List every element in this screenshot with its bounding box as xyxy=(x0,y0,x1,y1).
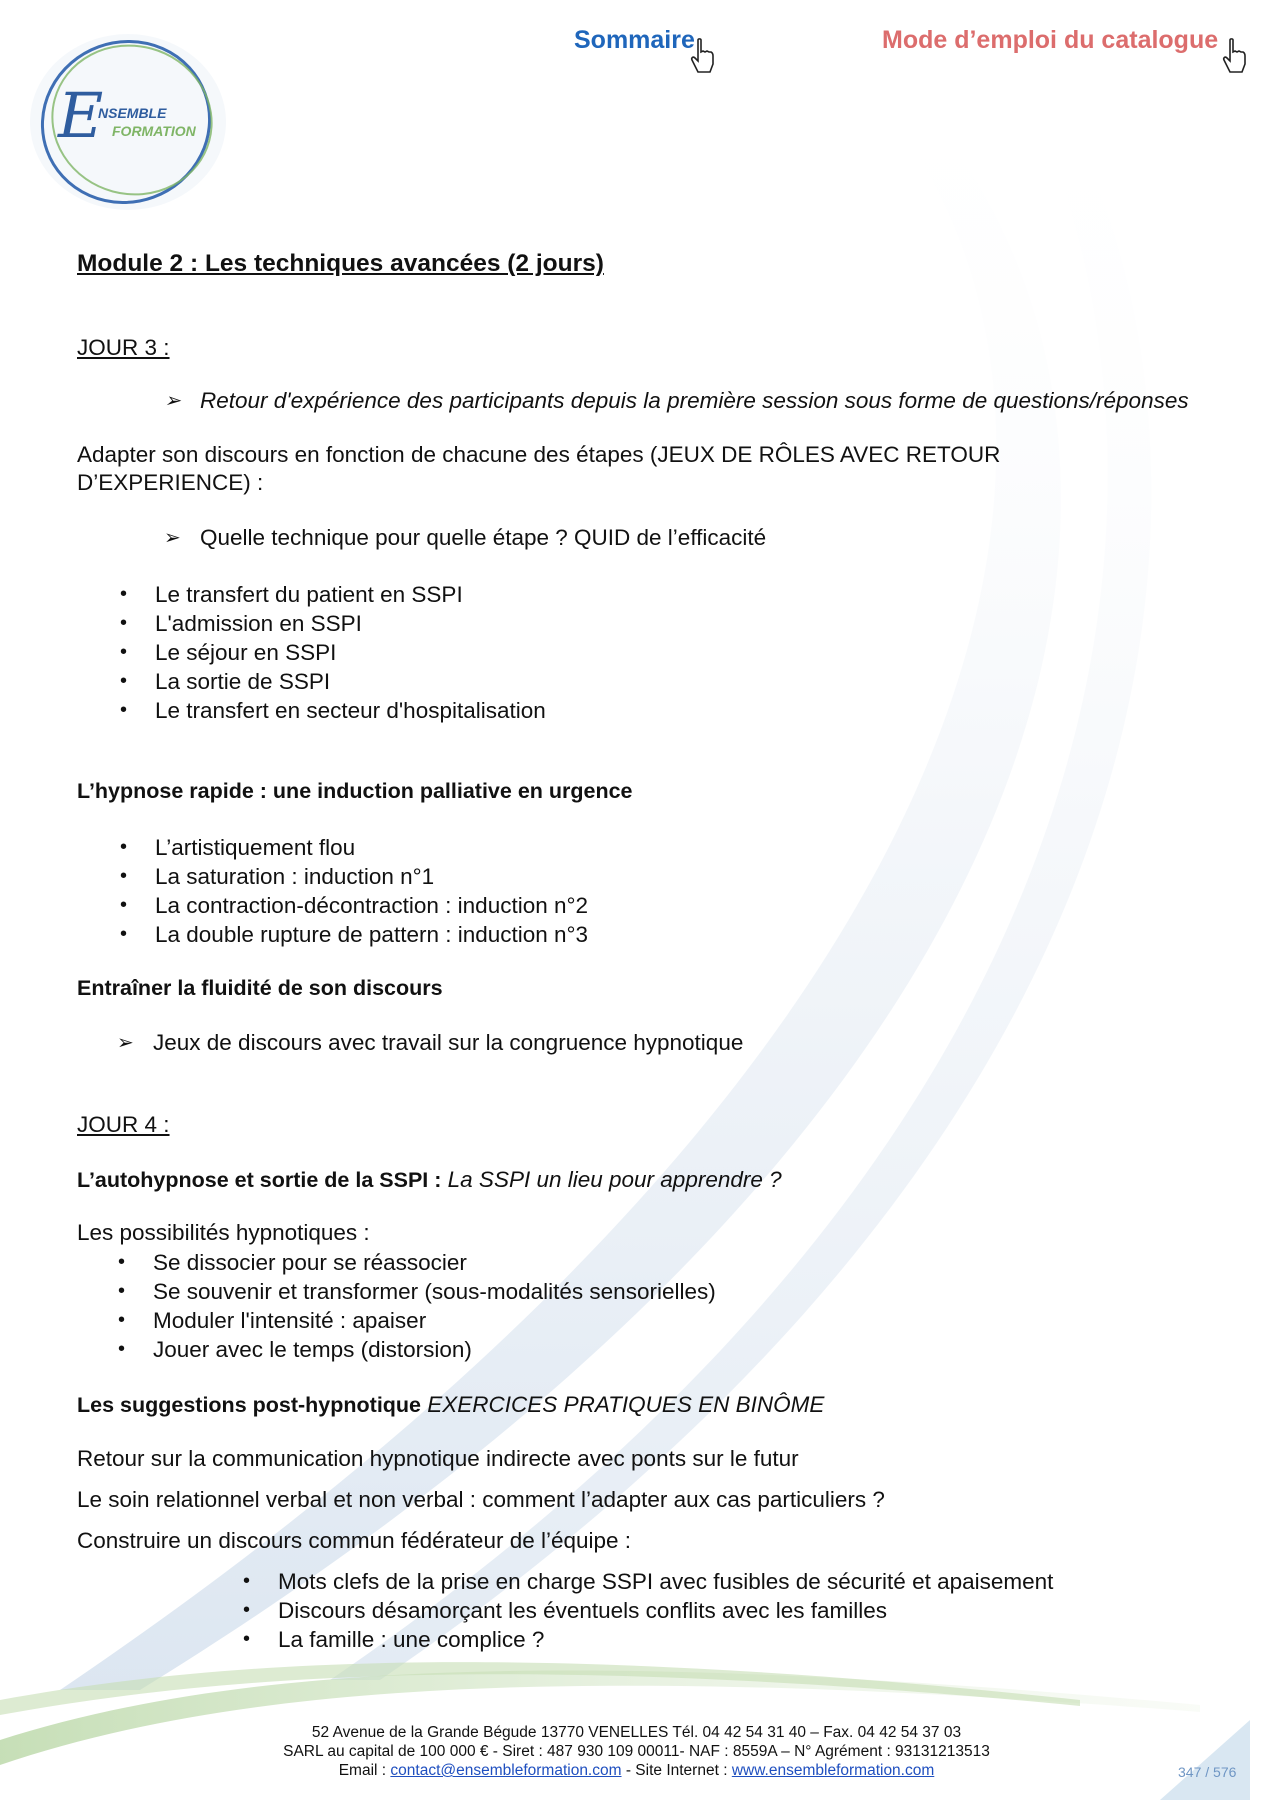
arrow-bullet-icon: ➢ xyxy=(164,390,181,412)
retour-experience-text: Retour d'expérience des participants depuis la première session sous forme de questions/réponses xyxy=(200,388,1189,413)
arrow-bullet-icon: ➢ xyxy=(117,1032,134,1054)
bullet-dot-icon: • xyxy=(118,1280,126,1302)
list-item: • La double rupture de pattern : induction n°3 xyxy=(120,922,589,947)
adapter-paragraph: Adapter son discours en fonction de chacune des étapes (JEUX DE RÔLES AVEC RETOUR D’EXPERIENCE) : xyxy=(77,442,1001,495)
list-item: • Mots clefs de la prise en charge SSPI avec fusibles de sécurité et apaisement xyxy=(243,1569,1054,1594)
fluidite-text: Jeux de discours avec travail sur la congruence hypnotique xyxy=(153,1030,744,1055)
list-item: • Le transfert en secteur d'hospitalisation xyxy=(120,698,546,723)
bullet-dot-icon: • xyxy=(120,583,128,605)
mode-emploi-link[interactable]: Mode d’emploi du catalogue xyxy=(882,26,1219,54)
suggestions-bold: Les suggestions post-hypnotique xyxy=(77,1393,422,1417)
list-item: • L'admission en SSPI xyxy=(120,611,362,636)
soin-relationnel: Le soin relationnel verbal et non verbal : comment l’adapter aux cas particuliers ? xyxy=(77,1487,885,1512)
logo-word-formation: FORMATION xyxy=(112,123,196,139)
list-item: • La contraction-décontraction : induction n°2 xyxy=(120,893,589,918)
construire-discours: Construire un discours commun fédérateur de l’équipe : xyxy=(77,1528,632,1553)
list-item: • L’artistiquement flou xyxy=(120,835,356,860)
autohypnose-heading xyxy=(77,1166,782,1194)
retour-communication: Retour sur la communication hypnotique indirecte avec ponts sur le futur xyxy=(77,1446,799,1471)
jour3-title: JOUR 3 : xyxy=(77,335,170,360)
etapes-list xyxy=(120,580,546,725)
list-item: • Le séjour en SSPI xyxy=(120,640,337,665)
bullet-dot-icon: • xyxy=(243,1628,251,1650)
bullet-dot-icon: • xyxy=(120,612,128,634)
page-number: 347 / 576 xyxy=(1178,1764,1237,1780)
hypnose-list xyxy=(120,833,589,949)
list-item: • Jouer avec le temps (distorsion) xyxy=(118,1337,472,1362)
footer-address: 52 Avenue de la Grande Bégude 13770 VENELLES Tél. 04 42 54 31 40 – Fax. 04 42 54 37 03 xyxy=(311,1724,962,1741)
list-item: • Se souvenir et transformer (sous-modalités sensorielles) xyxy=(118,1279,716,1304)
construire-list xyxy=(243,1567,1054,1654)
footer-contact: Email : contact@ensembleformation.com - Site Internet : www.ensembleformation.com xyxy=(338,1762,935,1779)
sommaire-link[interactable]: Sommaire xyxy=(574,26,695,54)
footer-legal: SARL au capital de 100 000 € - Siret : 487 930 109 00011- NAF : 8559A – N° Agrément : 93131213513 xyxy=(283,1743,990,1760)
fluidite-heading: Entraîner la fluidité de son discours xyxy=(77,976,443,1000)
bullet-dot-icon: • xyxy=(120,641,128,663)
hypnose-rapide-heading: L’hypnose rapide : une induction palliative en urgence xyxy=(77,779,633,803)
list-item: • Discours désamorçant les éventuels conflits avec les familles xyxy=(243,1598,888,1623)
autohypnose-bold: L’autohypnose et sortie de la SSPI : xyxy=(77,1168,442,1192)
logo-word-ensemble: NSEMBLE xyxy=(98,105,167,121)
bullet-dot-icon: • xyxy=(120,894,128,916)
suggestions-heading xyxy=(77,1391,824,1419)
quelle-technique-item xyxy=(164,524,767,552)
list-item: • Se dissocier pour se réassocier xyxy=(118,1250,467,1275)
bullet-dot-icon: • xyxy=(120,923,128,945)
bullet-dot-icon: • xyxy=(243,1570,251,1592)
email-link[interactable]: contact@ensembleformation.com xyxy=(390,1762,622,1779)
bullet-dot-icon: • xyxy=(243,1599,251,1621)
list-item: • La sortie de SSPI xyxy=(120,669,331,694)
bullet-dot-icon: • xyxy=(120,699,128,721)
footer xyxy=(0,1723,1273,1780)
quelle-technique-text: Quelle technique pour quelle étape ? QUID de l’efficacité xyxy=(200,525,767,550)
suggestions-italic: EXERCICES PRATIQUES EN BINÔME xyxy=(427,1392,825,1417)
bullet-dot-icon: • xyxy=(120,670,128,692)
module-title: Module 2 : Les techniques avancées (2 jours) xyxy=(77,250,604,277)
arrow-bullet-icon: ➢ xyxy=(164,527,181,549)
bullet-dot-icon: • xyxy=(120,865,128,887)
pointer-hand-icon xyxy=(690,38,716,74)
possibilites-list xyxy=(118,1248,716,1364)
bullet-dot-icon: • xyxy=(120,836,128,858)
autohypnose-italic: La SSPI un lieu pour apprendre ? xyxy=(447,1167,782,1192)
jour4-title: JOUR 4 : xyxy=(77,1112,170,1137)
bullet-dot-icon: • xyxy=(118,1338,126,1360)
list-item: • Le transfert du patient en SSPI xyxy=(120,582,463,607)
website-link[interactable]: www.ensembleformation.com xyxy=(731,1762,935,1779)
bullet-dot-icon: • xyxy=(118,1309,126,1331)
list-item: • Moduler l'intensité : apaiser xyxy=(118,1308,427,1333)
retour-experience-item xyxy=(164,387,1189,415)
ensemble-formation-logo xyxy=(28,22,228,212)
possibilites-label: Les possibilités hypnotiques : xyxy=(77,1220,370,1245)
fluidite-item xyxy=(117,1029,744,1057)
list-item: • La saturation : induction n°1 xyxy=(120,864,435,889)
bullet-dot-icon: • xyxy=(118,1251,126,1273)
pointer-hand-icon xyxy=(1222,38,1248,74)
list-item: • La famille : une complice ? xyxy=(243,1627,545,1652)
logo-initial: E xyxy=(58,79,104,152)
